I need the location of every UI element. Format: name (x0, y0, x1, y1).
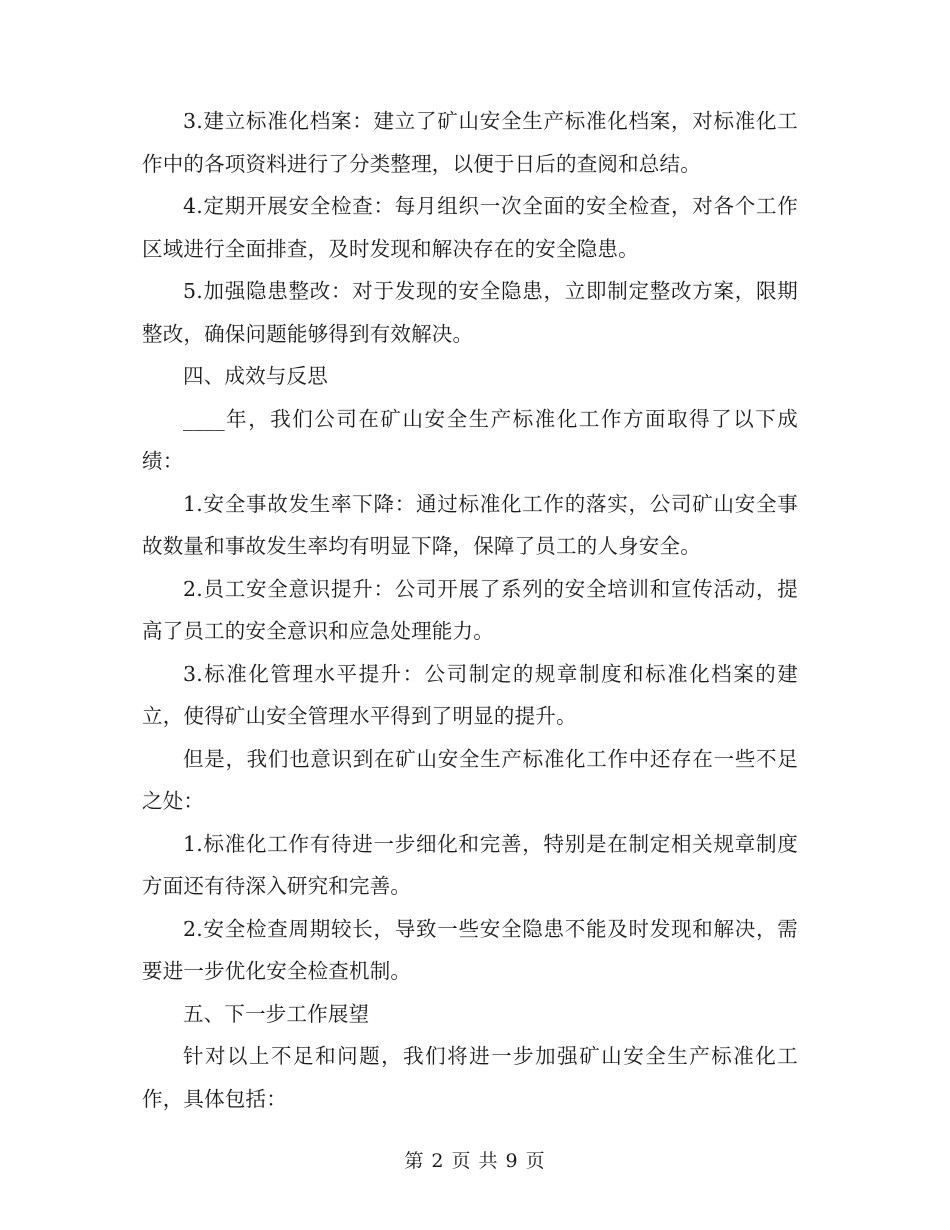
paragraph-achievements-intro: ____年，我们公司在矿山安全生产标准化工作方面取得了以下成绩： (142, 406, 798, 473)
document-body (142, 100, 798, 1120)
paragraph-accident-rate: 1.安全事故发生率下降：通过标准化工作的落实，公司矿山安全事故数量和事故发生率均有明显下降，保障了员工的人身安全。 (142, 491, 798, 558)
paragraph-shortcomings-intro: 但是，我们也意识到在矿山安全生产标准化工作中还存在一些不足之处： (142, 746, 798, 813)
paragraph-safety-awareness: 2.员工安全意识提升：公司开展了系列的安全培训和宣传活动，提高了员工的安全意识和应急处理能力。 (142, 576, 798, 643)
paragraph-inspection: 4.定期开展安全检查：每月组织一次全面的安全检查，对各个工作区域进行全面排查，及时发现和解决存在的安全隐患。 (142, 194, 798, 261)
paragraph-archive: 3.建立标准化档案：建立了矿山安全生产标准化档案，对标准化工作中的各项资料进行了分类整理，以便于日后的查阅和总结。 (142, 109, 798, 176)
paragraph-management-level: 3.标准化管理水平提升：公司制定的规章制度和标准化档案的建立，使得矿山安全管理水平得到了明显的提升。 (142, 661, 798, 728)
paragraph-rectification: 5.加强隐患整改：对于发现的安全隐患，立即制定整改方案，限期整改，确保问题能够得到有效解决。 (142, 279, 798, 346)
section-heading-results: 四、成效与反思 (183, 364, 328, 388)
page-number-footer: 第 2 页 共 9 页 (404, 1150, 546, 1172)
paragraph-shortcoming-1: 1.标准化工作有待进一步细化和完善，特别是在制定相关规章制度方面还有待深入研究和完善。 (142, 831, 798, 898)
paragraph-shortcoming-2: 2.安全检查周期较长，导致一些安全隐患不能及时发现和解决，需要进一步优化安全检查机制。 (142, 916, 798, 983)
section-heading-outlook: 五、下一步工作展望 (183, 1001, 370, 1026)
paragraph-outlook-intro: 针对以上不足和问题，我们将进一步加强矿山安全生产标准化工作，具体包括： (142, 1044, 798, 1111)
